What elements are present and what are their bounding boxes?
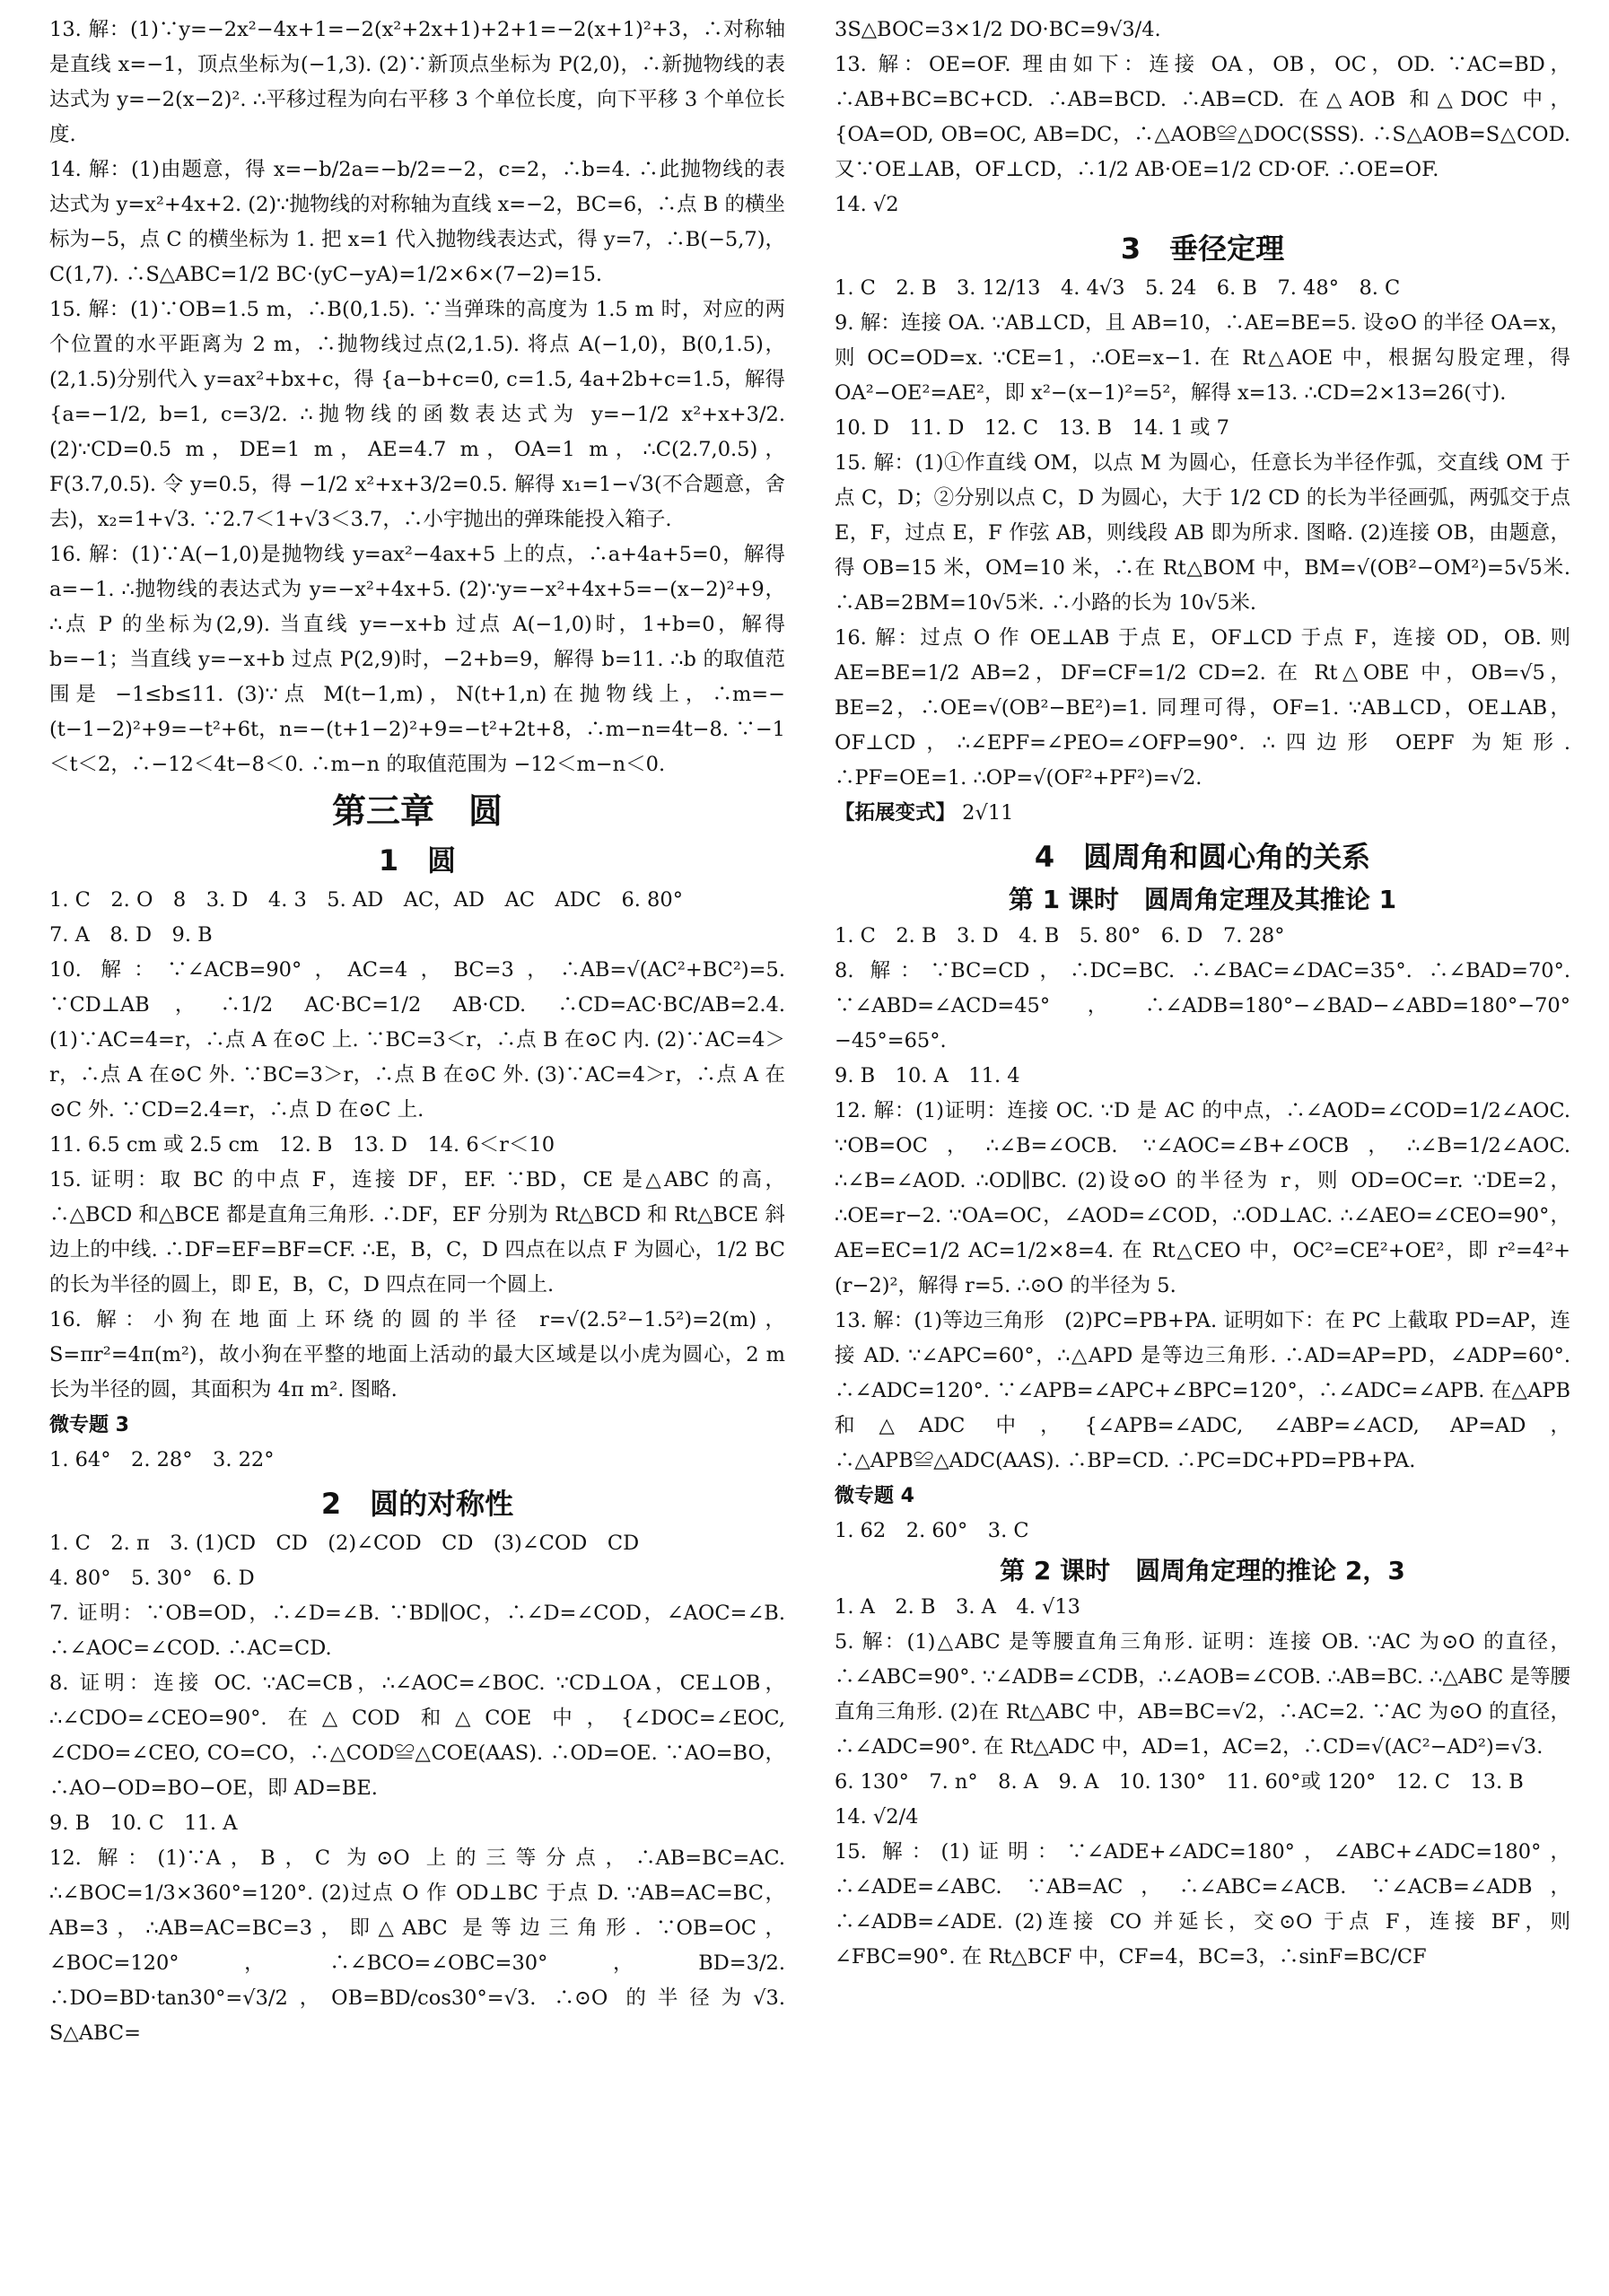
answer-paragraph: 13. 解：OE=OF. 理由如下：连接 OA，OB，OC，OD. ∵AC=BD，∴AB+BC=BC+CD. ∴AB=BCD. ∴AB=CD. 在△AOB 和△DOC 中，{OA=OD, OB=OC, AB=DC，∴△AOB≌△DOC(SSS). ∴S△AOB=S△COD. 又∵OE⊥AB，OF⊥CD，∴1/2 AB·OE=1/2 CD·OF. ∴OE=OF. (835, 53, 1570, 181)
answer-paragraph: 3S△BOC=3×1/2 DO·BC=9√3/4. (835, 18, 1161, 41)
answer-paragraph: 7. A 8. D 9. B (49, 923, 213, 947)
answer-paragraph: 15. 解：(1)∵OB=1.5 m，∴B(0,1.5). ∵当弹珠的高度为 1.5 m 时，对应的两个位置的水平距离为 2 m，∴抛物线过点(2,1.5). 将点 A(−1,0)，B(0,1.5)，(2,1.5)分别代入 y=ax²+bx+c，得 {a−b+c=0, c=1.5, 4a+2b+c=1.5，解得 {a=−1/2, b=1, c=3/2. ∴抛物线的函数表达式为 y=−1/2 x²+x+3/2. (2)∵CD=0.5 m，DE=1 m，AE=4.7 m，OA=1 m，∴C(2.7,0.5)，F(3.7,0.5). 令 y=0.5，得 −1/2 x²+x+3/2=0.5. 解得 x₁=1−√3(不合题意，舍去)，x₂=1+√3. ∵2.7＜1+√3＜3.7，∴小宇抛出的弹珠能投入箱子. (49, 298, 785, 531)
answer-paragraph: 15. 证明：取 BC 的中点 F，连接 DF，EF. ∵BD，CE 是△ABC 的高，∴△BCD 和△BCE 都是直角三角形. ∴DF，EF 分别为 Rt△BCD 和 Rt△BCE 斜边上的中线. ∴DF=EF=BF=CF. ∴E，B，C，D 四点在以点 F 为圆心，1/2 BC 的长为半径的圆上，即 E，B，C，D 四点在同一个圆上. (49, 1168, 785, 1296)
answer-paragraph: 16. 解：(1)∵A(−1,0)是抛物线 y=ax²−4ax+5 上的点，∴a+4a+5=0，解得 a=−1. ∴抛物线的表达式为 y=−x²+4x+5. (2)∵y=−x²+4x+5=−(x−2)²+9，∴点 P 的坐标为(2,9). 当直线 y=−x+b 过点 A(−1,0)时，1+b=0，解得 b=−1；当直线 y=−x+b 过点 P(2,9)时，−2+b=9，解得 b=11. ∴b 的取值范围是 −1≤b≤11. (3)∵点 M(t−1,m)，N(t+1,n)在抛物线上，∴m=−(t−1−2)²+9=−t²+6t，n=−(t+1−2)²+9=−t²+2t+8，∴m−n=4t−8. ∵−1＜t＜2，∴−12＜4t−8＜0. ∴m−n 的取值范围为 −12＜m−n＜0. (49, 543, 785, 776)
answer-paragraph: 8. 解：∵BC=CD，∴DC=BC. ∴∠BAC=∠DAC=35°. ∴∠BAD=70°. ∵∠ABD=∠ACD=45°，∴∠ADB=180°−∠BAD−∠ABD=180°−70°−45°=65°. (835, 959, 1570, 1052)
mini-topic-heading: 微专题 3 (49, 1414, 129, 1436)
answer-paragraph: 15. 解：(1)①作直线 OM，以点 M 为圆心，任意长为半径作弧，交直线 OM 于点 C，D；②分别以点 C，D 为圆心，大于 1/2 CD 的长为半径画弧，两弧交于点 E，F，过点 E，F 作弦 AB，则线段 AB 即为所求. 图略. (2)连接 OB，由题意，得 OB=15 米，OM=10 米，∴在 Rt△BOM 中，BM=√(OB²−OM²)=5√5米. ∴AB=2BM=10√5米. ∴小路的长为 10√5米. (835, 451, 1570, 615)
left-column (49, 13, 785, 2051)
answer-paragraph: 10. D 11. D 12. C 13. B 14. 1 或 7 (835, 416, 1229, 440)
answer-paragraph: 14. √2 (835, 193, 899, 216)
answer-paragraph: 6. 130° 7. n° 8. A 9. A 10. 130° 11. 60°或 120° 12. C 13. B (835, 1770, 1524, 1794)
section-title: 1 圆 (378, 843, 457, 877)
answer-paragraph: 12. 解：(1)证明：连接 OC. ∵D 是 AC 的中点，∴∠AOD=∠COD=1/2∠AOC. ∵OB=OC，∴∠B=∠OCB. ∵∠AOC=∠B+∠OCB，∴∠B=1/2∠AOC. ∴∠B=∠AOD. ∴OD∥BC. (2)设⊙O 的半径为 r，则 OD=OC=r. ∵DE=2，∴OE=r−2. ∵OA=OC，∠AOD=∠COD，∴OD⊥AC. ∴∠AEO=∠CEO=90°，AE=EC=1/2 AC=1/2×8=4. 在 Rt△CEO 中，OC²=CE²+OE²，即 r²=4²+(r−2)²，解得 r=5. ∴⊙O 的半径为 5. (835, 1099, 1570, 1297)
answer-paragraph: 11. 6.5 cm 或 2.5 cm 12. B 13. D 14. 6＜r＜10 (49, 1133, 555, 1157)
mini-topic-heading: 微专题 4 (835, 1485, 914, 1507)
answer-paragraph: 14. 解：(1)由题意，得 x=−b/2a=−b/2=−2，c=2，∴b=4. ∴此抛物线的表达式为 y=x²+4x+2. (2)∵抛物线的对称轴为直线 x=−2，BC=6，∴点 B 的横坐标为−5，点 C 的横坐标为 1. 把 x=1 代入抛物线表达式，得 y=7，∴B(−5,7)，C(1,7). ∴S△ABC=1/2 BC·(yC−yA)=1/2×6×(7−2)=15. (49, 158, 785, 286)
answer-paragraph: 10. 解：∵∠ACB=90°，AC=4，BC=3，∴AB=√(AC²+BC²)=5. ∵CD⊥AB，∴1/2 AC·BC=1/2 AB·CD. ∴CD=AC·BC/AB=2.4. (1)∵AC=4=r，∴点 A 在⊙C 上. ∵BC=3＜r，∴点 B 在⊙C 内. (2)∵AC=4＞r，∴点 A 在⊙C 外. ∵BC=3＞r，∴点 B 在⊙C 外. (3)∵AC=4＞r，∴点 A 在⊙C 外. ∵CD=2.4=r，∴点 D 在⊙C 上. (49, 958, 785, 1122)
answer-paragraph: 14. √2/4 (835, 1805, 919, 1829)
answer-paragraph: 1. A 2. B 3. A 4. √13 (835, 1595, 1080, 1619)
answer-paragraph: 12. 解：(1)∵A，B，C 为⊙O 上的三等分点，∴AB=BC=AC. ∴∠BOC=1/3×360°=120°. (2)过点 O 作 OD⊥BC 于点 D. ∵AB=AC=BC，AB=3，∴AB=AC=BC=3，即△ABC 是等边三角形. ∵OB=OC，∠BOC=120°，∴∠BCO=∠OBC=30°，BD=3/2. ∴DO=BD·tan30°=√3/2，OB=BD/cos30°=√3. ∴⊙O 的半径为√3. S△ABC= (49, 1846, 785, 2045)
answer-paragraph: 9. B 10. C 11. A (49, 1811, 238, 1835)
extension-value: 2√11 (962, 801, 1014, 825)
answer-paragraph: 9. 解：连接 OA. ∵AB⊥CD，且 AB=10，∴AE=BE=5. 设⊙O 的半径 OA=x，则 OC=OD=x. ∵CE=1，∴OE=x−1. 在 Rt△AOE 中，根据勾股定理，得 OA²−OE²=AE²，即 x²−(x−1)²=5²，解得 x=13. ∴CD=2×13=26(寸). (835, 311, 1570, 405)
answer-paragraph: 5. 解：(1)△ABC 是等腰直角三角形. 证明：连接 OB. ∵AC 为⊙O 的直径，∴∠ABC=90°. ∵∠ADB=∠CDB，∴∠AOB=∠COB. ∴AB=BC. ∴△ABC 是等腰直角三角形. (2)在 Rt△ABC 中，AB=BC=√2，∴AC=2. ∵AC 为⊙O 的直径，∴∠ADC=90°. 在 Rt△ADC 中，AD=1，AC=2，∴CD=√(AC²−AD²)=√3. (835, 1630, 1570, 1759)
answer-paragraph: 1. C 2. B 3. 12/13 4. 4√3 5. 24 6. B 7. 48° 8. C (835, 276, 1401, 300)
answer-paragraph: 16. 解：小狗在地面上环绕的圆的半径 r=√(2.5²−1.5²)=2(m)，S=πr²=4π(m²)，故小狗在平整的地面上活动的最大区域是以小虎为圆心，2 m 长为半径的圆，其面积为 4π m². 图略. (49, 1308, 785, 1401)
right-column (835, 13, 1570, 1975)
section-title: 3 垂径定理 (1120, 231, 1285, 266)
answer-paragraph: 1. 62 2. 60° 3. C (835, 1519, 1029, 1542)
section-title: 2 圆的对称性 (320, 1487, 514, 1521)
extension-label: 【拓展变式】 (835, 801, 957, 825)
answer-paragraph: 7. 证明：∵OB=OD，∴∠D=∠B. ∵BD∥OC，∴∠D=∠COD，∠AOC=∠B. ∴∠AOC=∠COD. ∴AC=CD. (49, 1602, 785, 1660)
section-title: 4 圆周角和圆心角的关系 (1034, 840, 1371, 874)
answer-paragraph: 1. C 2. O 8 3. D 4. 3 5. AD AC，AD AC ADC 6. 80° (49, 888, 683, 912)
answer-paragraph: 1. C 2. B 3. D 4. B 5. 80° 6. D 7. 28° (835, 924, 1285, 947)
answer-paragraph: 15. 解：(1)证明：∵∠ADE+∠ADC=180°，∠ABC+∠ADC=180°，∴∠ADE=∠ABC. ∵AB=AC，∴∠ABC=∠ACB. ∵∠ACB=∠ADB，∴∠ADB=∠ADE. (2)连接 CO 并延长，交⊙O 于点 F，连接 BF，则∠FBC=90°. 在 Rt△BCF 中，CF=4，BC=3，∴sinF=BC/CF (835, 1840, 1570, 1969)
answer-paragraph: 13. 解：(1)等边三角形 (2)PC=PB+PA. 证明如下：在 PC 上截取 PD=AP，连接 AD. ∵∠APC=60°，∴△APD 是等边三角形. ∴AD=AP=PD，∠ADP=60°. ∴∠ADC=120°. ∵∠APB=∠APC+∠BPC=120°，∴∠ADC=∠APB. 在△APB 和△ADC 中，{∠APB=∠ADC, ∠ABP=∠ACD, AP=AD，∴△APB≌△ADC(AAS). ∴BP=CD. ∴PC=DC+PD=PB+PA. (835, 1309, 1570, 1472)
answer-paragraph: 1. C 2. π 3. (1)CD CD (2)∠COD CD (3)∠COD CD (49, 1532, 640, 1555)
lesson-title: 第 1 课时 圆周角定理及其推论 1 (1008, 885, 1397, 914)
chapter-title: 第三章 圆 (331, 791, 503, 831)
answer-paragraph: 4. 80° 5. 30° 6. D (49, 1567, 255, 1590)
answer-paragraph: 16. 解：过点 O 作 OE⊥AB 于点 E，OF⊥CD 于点 F，连接 OD，OB. 则 AE=BE=1/2 AB=2，DF=CF=1/2 CD=2. 在 Rt△OBE 中，OB=√5，BE=2，∴OE=√(OB²−BE²)=1. 同理可得，OF=1. ∵AB⊥CD，OE⊥AB，OF⊥CD，∴∠EPF=∠PEO=∠OFP=90°. ∴四边形 OEPF 为矩形. ∴PF=OE=1. ∴OP=√(OF²+PF²)=√2. (835, 626, 1570, 790)
answer-paragraph: 13. 解：(1)∵y=−2x²−4x+1=−2(x²+2x+1)+2+1=−2(x+1)²+3，∴对称轴是直线 x=−1，顶点坐标为(−1,3). (2)∵新顶点坐标为 P(2,0)，∴新抛物线的表达式为 y=−2(x−2)². ∴平移过程为向右平移 3 个单位长度，向下平移 3 个单位长度. (49, 18, 785, 146)
answer-paragraph: 9. B 10. A 11. 4 (835, 1064, 1020, 1087)
extension-answer (835, 796, 1570, 831)
lesson-title: 第 2 课时 圆周角定理的推论 2，3 (1000, 1556, 1405, 1585)
answer-paragraph: 1. 64° 2. 28° 3. 22° (49, 1448, 275, 1471)
answer-paragraph: 8. 证明：连接 OC. ∵AC=CB，∴∠AOC=∠BOC. ∵CD⊥OA，CE⊥OB，∴∠CDO=∠CEO=90°. 在△COD 和△COE 中，{∠DOC=∠EOC, ∠CDO=∠CEO, CO=CO，∴△COD≌△COE(AAS). ∴OD=OE. ∵AO=BO，∴AO−OD=BO−OE，即 AD=BE. (49, 1672, 785, 1800)
